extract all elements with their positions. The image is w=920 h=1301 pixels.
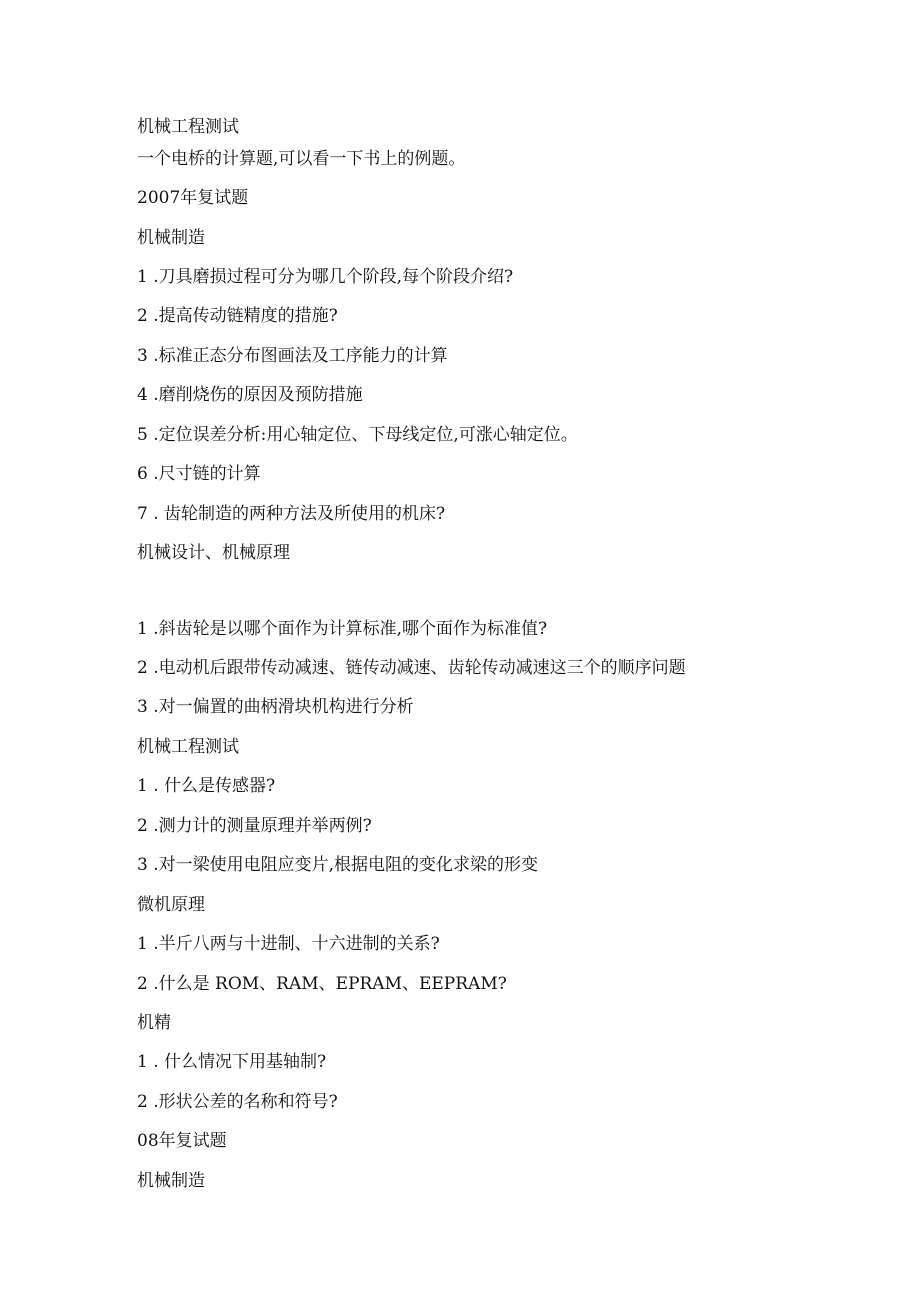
section-heading: 机械工程测试 (137, 117, 239, 137)
question-item: 5 .定位误差分析:用心轴定位、下母线定位,可涨心轴定位。 (137, 425, 578, 445)
question-item: 7 . 齿轮制造的两种方法及所使用的机床? (137, 504, 446, 524)
question-item: 1 .半斤八两与十进制、十六进制的关系? (137, 934, 440, 954)
year-heading: 08年复试题 (137, 1131, 227, 1151)
question-item: 2 .电动机后跟带传动减速、链传动减速、齿轮传动减速这三个的顺序问题 (137, 658, 686, 678)
subject-heading: 机械设计、机械原理 (137, 543, 290, 563)
question-item: 2 .什么是 ROM、RAM、EPRAM、EEPRAM? (137, 974, 507, 994)
question-item: 2 .提高传动链精度的措施? (137, 306, 338, 326)
question-item: 1 .刀具磨损过程可分为哪几个阶段,每个阶段介绍? (137, 267, 514, 287)
question-item: 1 .斜齿轮是以哪个面作为计算标准,哪个面作为标准值? (137, 619, 548, 639)
question-item: 2 .测力计的测量原理并举两例? (137, 816, 372, 836)
body-text: 一个电桥的计算题,可以看一下书上的例题。 (137, 149, 466, 169)
subject-heading: 机械制造 (137, 228, 205, 248)
subject-heading: 机精 (137, 1013, 171, 1033)
subject-heading: 机械工程测试 (137, 737, 239, 757)
question-item: 2 .形状公差的名称和符号? (137, 1092, 338, 1112)
question-item: 3 .标准正态分布图画法及工序能力的计算 (137, 346, 448, 366)
question-item: 1 . 什么情况下用基轴制? (137, 1052, 327, 1072)
question-item: 4 .磨削烧伤的原因及预防措施 (137, 385, 363, 405)
year-heading: 2007年复试题 (137, 188, 249, 208)
question-item: 3 .对一梁使用电阻应变片,根据电阻的变化求梁的形变 (137, 855, 539, 875)
subject-heading: 机械制造 (137, 1171, 205, 1191)
question-item: 1 . 什么是传感器? (137, 776, 276, 796)
question-item: 6 .尺寸链的计算 (137, 464, 261, 484)
question-item: 3 .对一偏置的曲柄滑块机构进行分析 (137, 697, 414, 717)
subject-heading: 微机原理 (137, 895, 205, 915)
